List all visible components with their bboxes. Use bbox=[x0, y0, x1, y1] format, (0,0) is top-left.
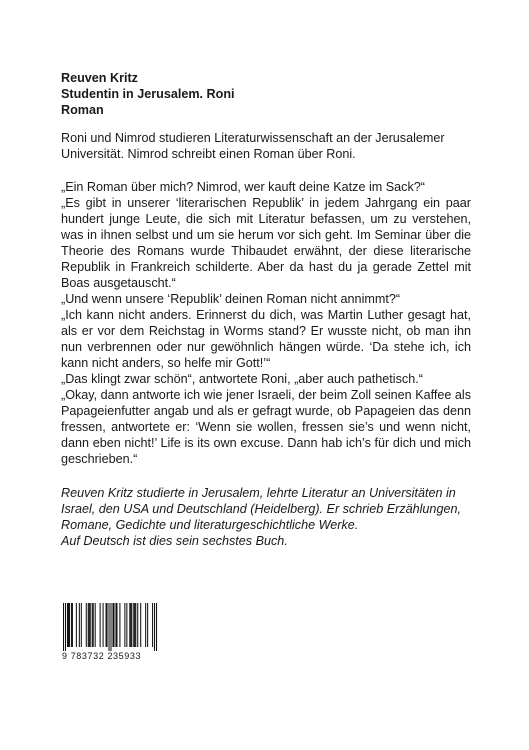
barcode-bar bbox=[89, 603, 90, 647]
book-header bbox=[61, 70, 471, 118]
barcode-bar bbox=[81, 603, 82, 647]
barcode-bar bbox=[69, 603, 70, 647]
barcode-bar bbox=[147, 603, 148, 647]
barcode-bar bbox=[130, 603, 131, 647]
barcode-bar bbox=[156, 603, 157, 651]
barcode-bar bbox=[124, 603, 125, 647]
barcode-bar bbox=[107, 603, 108, 647]
barcode-bar bbox=[72, 603, 73, 647]
barcode-bars bbox=[62, 603, 158, 651]
barcode-bar bbox=[135, 603, 136, 647]
barcode-bar bbox=[106, 603, 107, 647]
dialog-line: „Ich kann nicht anders. Erinnerst du dich, was Martin Luther gesagt hat, als er vor dem Reichstag in Worms stand? Er wusste nicht, ob man ihn nun verbrennen oder nur gewöhnlich hängen würde. ‘Da stehe ich, ich kann nicht anders, so helfe mir Gott!’“ bbox=[61, 308, 471, 370]
barcode-bar bbox=[131, 603, 132, 647]
dialog-line: „Ein Roman über mich? Nimrod, wer kauft deine Katze im Sack?“ bbox=[61, 180, 425, 194]
barcode-bar bbox=[129, 603, 130, 647]
barcode-bar bbox=[152, 603, 153, 647]
isbn-number: 9 783732 235933 bbox=[62, 651, 142, 661]
barcode-bar bbox=[86, 603, 87, 647]
barcode-bar bbox=[79, 603, 80, 647]
barcode-bar bbox=[93, 603, 94, 647]
barcode-bar bbox=[137, 603, 138, 647]
barcode-bar bbox=[145, 603, 146, 647]
barcode-bar bbox=[68, 603, 69, 647]
barcode-bar bbox=[95, 603, 96, 647]
barcode-bar bbox=[100, 603, 101, 647]
barcode-bar bbox=[116, 603, 117, 647]
dialog-line: „Das klingt zwar schön“, antwortete Roni, „aber auch pathetisch.“ bbox=[61, 372, 423, 386]
dialog-line: „Es gibt in unserer ‘literarischen Republik’ in jedem Jahrgang ein paar hundert junge Leute, die sich mit Literatur befassen, um zu verstehen, was in ihnen selbst und um sie herum vor sich geht. Im Seminar über die Theorie des Romans wurde Thibaudet erwähnt, der diese literarische Republik in Frankreich schilderte. Aber da hast du ja gerade Zettel mit Boas ausgetauscht.“ bbox=[61, 196, 471, 290]
author-bio bbox=[61, 485, 471, 549]
author-name: Reuven Kritz bbox=[61, 71, 138, 85]
intro-paragraph bbox=[61, 130, 471, 162]
barcode-bar bbox=[140, 603, 141, 647]
back-cover-text bbox=[61, 70, 471, 549]
barcode-bar bbox=[67, 603, 68, 647]
barcode-bar bbox=[90, 603, 91, 647]
barcode-bar bbox=[65, 603, 66, 651]
bio-text: Reuven Kritz studierte in Jerusalem, lehrte Literatur an Universitäten in Israel, den USA und Deutschland (Heidelberg). Er schrieb Erzählungen, Romane, Gedichte und literaturgeschichtliche Werke. bbox=[61, 486, 461, 532]
isbn-barcode bbox=[62, 603, 158, 661]
barcode-bar bbox=[76, 603, 77, 647]
barcode-bar bbox=[71, 603, 72, 647]
bio-text: Auf Deutsch ist dies sein sechstes Buch. bbox=[61, 534, 288, 548]
barcode-bar bbox=[92, 603, 93, 647]
book-genre: Roman bbox=[61, 103, 104, 117]
dialog-line: „Okay, dann antworte ich wie jener Israeli, der beim Zoll seinen Kaffee als Papageienfutter angab und als er gefragt wurde, ob Papageien das denn fressen, antwortete er: ‘Wenn sie wollen, fressen sie’s und wenn nicht, dann eben nicht!’ Life is its own excuse. Dann hab ich’s für dich und mich geschrieben.“ bbox=[61, 388, 471, 466]
barcode-bar bbox=[119, 603, 120, 647]
barcode-bar bbox=[103, 603, 104, 647]
barcode-bar bbox=[115, 603, 116, 647]
barcode-bar bbox=[109, 603, 110, 651]
barcode-bar bbox=[63, 603, 64, 651]
barcode-bar bbox=[134, 603, 135, 647]
book-title: Studentin in Jerusalem. Roni bbox=[61, 87, 235, 101]
intro-text: Roni und Nimrod studieren Literaturwissenschaft an der Jerusalemer Universität. Nimrod schreibt einen Roman über Roni. bbox=[61, 131, 445, 161]
barcode-bar bbox=[112, 603, 113, 647]
barcode-bar bbox=[133, 603, 134, 647]
barcode-bar bbox=[88, 603, 89, 647]
barcode-bar bbox=[110, 603, 111, 651]
dialog-line: „Und wenn unsere ‘Republik’ deinen Roman nicht annimmt?“ bbox=[61, 292, 401, 306]
barcode-bar bbox=[154, 603, 155, 651]
barcode-bar bbox=[126, 603, 127, 647]
dialog-excerpt bbox=[61, 179, 471, 467]
barcode-bar bbox=[113, 603, 114, 647]
